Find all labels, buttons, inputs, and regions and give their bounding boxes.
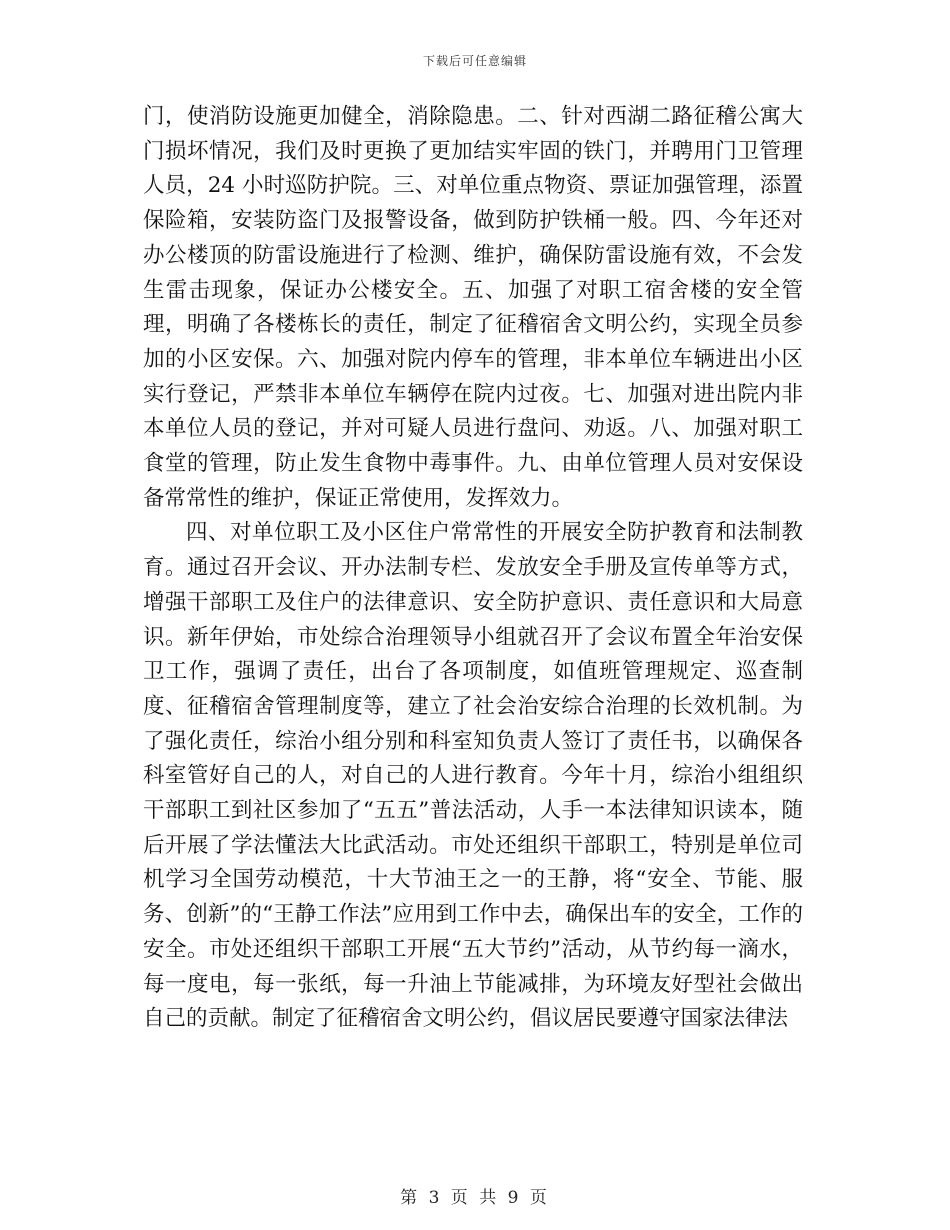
- paragraph-section-four: 四、对单位职工及小区住户常常性的开展安全防护教育和法制教育。通过召开会议、开办法制专栏、发放安全手册及宣传单等方式，增强干部职工及住户的法律意识、安全防护意识、责任意识和大局意识。新年伊始，市处综合治理领导小组就召开了会议布置全年治安保卫工作，强调了责任，出台了各项制度，如值班管理规定、巡查制度、征稽宿舍管理制度等，建立了社会治安综合治理的长效机制。为了强化责任，综治小组分别和科室知负责人签订了责任书，以确保各科室管好自己的人，对自己的人进行教育。今年十月，综治小组组织干部职工到社区参加了“五五”普法活动，人手一本法律知识读本，随后开展了学法懂法大比武活动。市处还组织干部职工，特别是单位司机学习全国劳动模范，十大节油王之一的王静，将“安全、节能、服务、创新”的“王静工作法”应用到工作中去，确保出车的安全，工作的安全。市处还组织干部职工开展“五大节约”活动，从节约每一滴水，每一度电，每一张纸，每一升油上节能减排，为环境友好型社会做出自己的贡献。制定了征稽宿舍文明公约，倡议居民要遵守国家法律法: [143, 520, 803, 1032]
- page-number-footer: 第 3 页 共 9 页: [400, 1188, 550, 1208]
- page-header: 下载后可任意编辑: [422, 54, 527, 68]
- document-body: [143, 100, 803, 1037]
- paragraph-continued: 门，使消防设施更加健全，消除隐患。二、针对西湖二路征稽公寓大门损坏情况，我们及时更换了更加结实牢固的铁门，并聘用门卫管理人员，24 小时巡防护院。三、对单位重点物资、票证加强管理，添置保险箱，安装防盗门及报警设备，做到防护铁桶一般。四、今年还对办公楼顶的防雷设施进行了检测、维护，确保防雷设施有效，不会发生雷击现象，保证办公楼安全。五、加强了对职工宿舍楼的安全管理，明确了各楼栋长的责任，制定了征稽宿舍文明公约，实现全员参加的小区安保。六、加强对院内停车的管理，非本单位车辆进出小区实行登记，严禁非本单位车辆停在院内过夜。七、加强对进出院内非本单位人员的登记，并对可疑人员进行盘问、劝返。八、加强对职工食堂的管理，防止发生食物中毒事件。九、由单位管理人员对安保设备常常性的维护，保证正常使用，发挥效力。: [143, 104, 803, 511]
